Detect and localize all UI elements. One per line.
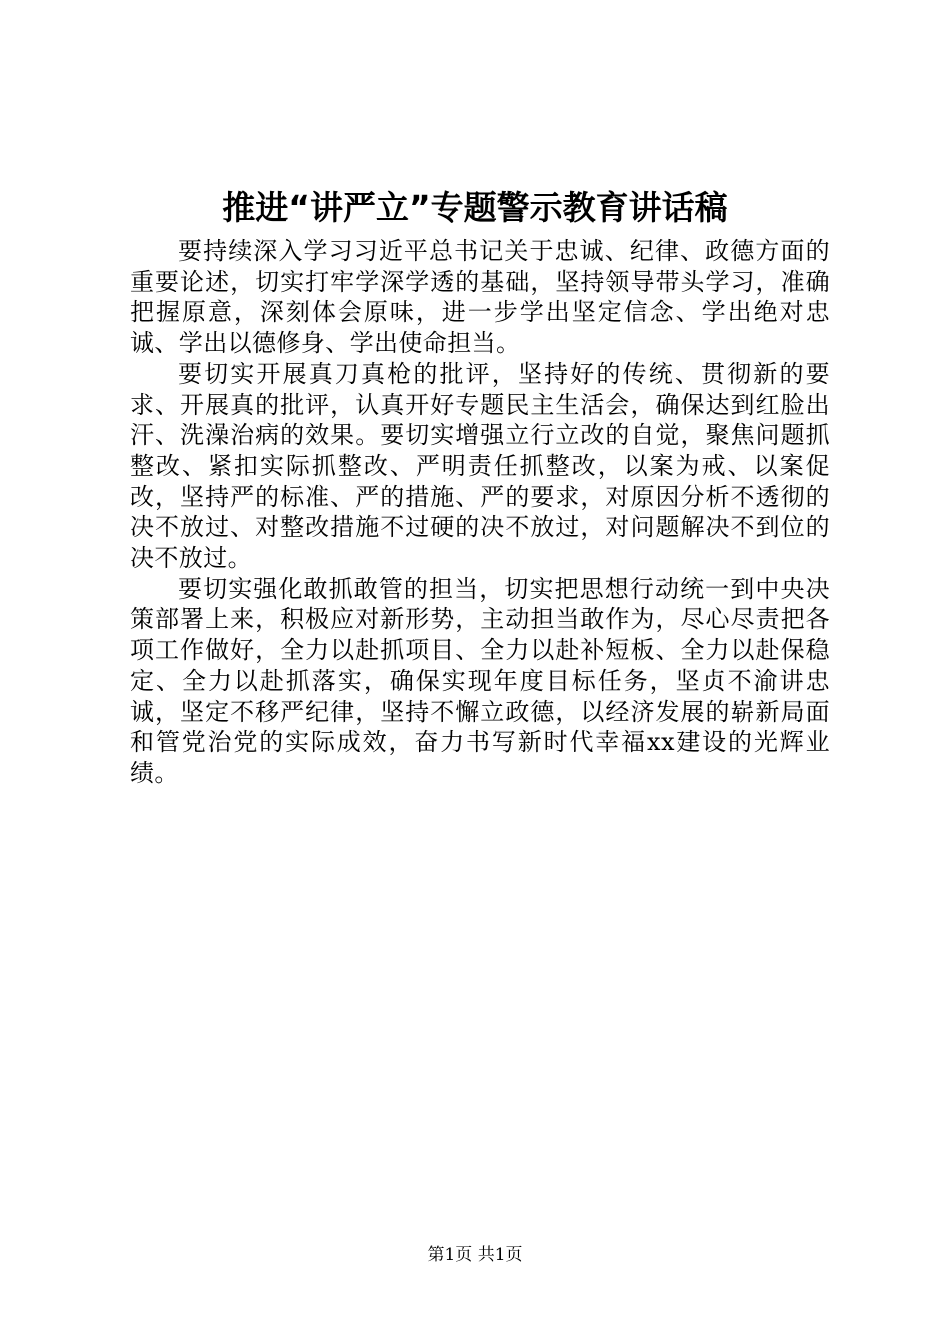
document-body <box>130 236 830 789</box>
page-number-footer: 第1页 共1页 <box>427 1245 523 1265</box>
document-title: 推进“讲严立”专题警示教育讲话稿 <box>222 188 728 227</box>
paragraph-2: 要切实开展真刀真枪的批评，坚持好的传统、贯彻新的要求、开展真的批评，认真开好专题民主生活会，确保达到红脸出汗、洗澡治病的效果。要切实增强立行立改的自觉，聚焦问题抓整改、紧扣实际抓整改、严明责任抓整改，以案为戒、以案促改，坚持严的标准、严的措施、严的要求，对原因分析不透彻的决不放过、对整改措施不过硬的决不放过，对问题解决不到位的决不放过。 <box>130 359 830 573</box>
paragraph-1: 要持续深入学习习近平总书记关于忠诚、纪律、政德方面的重要论述，切实打牢学深学透的基础，坚持领导带头学习，准确把握原意，深刻体会原味，进一步学出坚定信念、学出绝对忠诚、学出以德修身、学出使命担当。 <box>130 237 830 358</box>
paragraph-3: 要切实强化敢抓敢管的担当，切实把思想行动统一到中央决策部署上来，积极应对新形势，主动担当敢作为，尽心尽责把各项工作做好，全力以赴抓项目、全力以赴补短板、全力以赴保稳定、全力以赴抓落实，确保实现年度目标任务，坚贞不渝讲忠诚，坚定不移严纪律，坚持不懈立政德，以经济发展的崭新局面和管党治党的实际成效，奋力书写新时代幸福xx建设的光辉业绩。 <box>130 574 830 787</box>
